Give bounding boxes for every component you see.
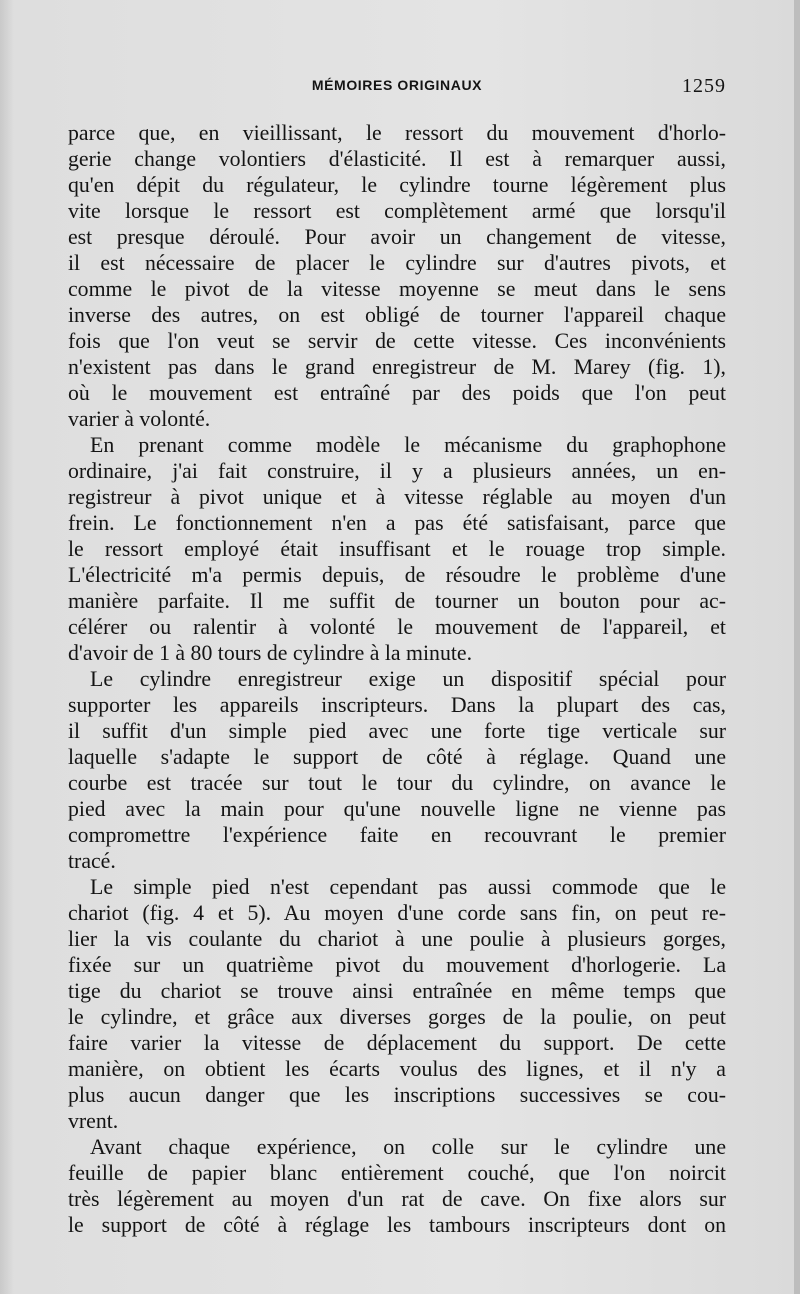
text-line: supporter les appareils inscripteurs. Dans la plupart des cas,	[68, 693, 726, 717]
text-line: est presque déroulé. Pour avoir un changement de vitesse,	[68, 225, 726, 249]
running-title: MÉMOIRES ORIGINAUX	[311, 77, 483, 93]
text-line: En prenant comme modèle le mécanisme du graphophone	[90, 433, 726, 457]
text-line: plus aucun danger que les inscriptions successives se cou-	[68, 1083, 726, 1107]
text-line: le ressort employé était insuffisant et le rouage trop simple.	[68, 537, 726, 561]
text-line: varier à volonté.	[68, 407, 211, 431]
text-line: n'existent pas dans le grand enregistreur de M. Marey (fig. 1),	[68, 355, 726, 379]
text-line: feuille de papier blanc entièrement couché, que l'on noircit	[68, 1161, 726, 1185]
text-line: frein. Le fonctionnement n'en a pas été satisfaisant, parce que	[68, 511, 726, 535]
text-line: tracé.	[68, 849, 116, 873]
text-line: L'électricité m'a permis depuis, de résoudre le problème d'une	[68, 563, 726, 587]
text-line: célérer ou ralentir à volonté le mouvement de l'appareil, et	[68, 615, 726, 639]
text-line: Avant chaque expérience, on colle sur le cylindre une	[90, 1135, 726, 1159]
text-line: parce que, en vieillissant, le ressort du mouvement d'horlo-	[68, 121, 726, 145]
text-line: fixée sur un quatrième pivot du mouvement d'horlogerie. La	[68, 953, 726, 977]
text-line: il suffit d'un simple pied avec une forte tige verticale sur	[68, 719, 726, 743]
text-line: inverse des autres, on est obligé de tourner l'appareil chaque	[68, 303, 726, 327]
text-line: très légèrement au moyen d'un rat de cave. On fixe alors sur	[68, 1187, 726, 1211]
text-line: faire varier la vitesse de déplacement du support. De cette	[68, 1031, 726, 1055]
text-line: le support de côté à réglage les tambours inscripteurs dont on	[68, 1213, 726, 1237]
paragraph	[68, 666, 726, 874]
text-line: vite lorsque le ressort est complètement armé que lorsqu'il	[68, 199, 726, 223]
paragraph	[68, 1134, 726, 1238]
text-line: laquelle s'adapte le support de côté à réglage. Quand une	[68, 745, 726, 769]
text-line: d'avoir de 1 à 80 tours de cylindre à la minute.	[68, 641, 473, 665]
paragraph	[68, 432, 726, 666]
text-line: il est nécessaire de placer le cylindre sur d'autres pivots, et	[68, 251, 726, 275]
text-line: ordinaire, j'ai fait construire, il y a plusieurs années, un en-	[68, 459, 726, 483]
text-line: courbe est tracée sur tout le tour du cylindre, on avance le	[68, 771, 726, 795]
body-text	[68, 120, 726, 1238]
paragraph	[68, 120, 726, 432]
paragraph	[68, 874, 726, 1134]
text-line: lier la vis coulante du chariot à une poulie à plusieurs gorges,	[68, 927, 726, 951]
text-line: tige du chariot se trouve ainsi entraînée en même temps que	[68, 979, 726, 1003]
text-line: manière, on obtient les écarts voulus des lignes, et il n'y a	[68, 1057, 726, 1081]
text-line: manière parfaite. Il me suffit de tourner un bouton pour ac-	[68, 589, 726, 613]
page-number: 1259	[682, 75, 726, 97]
running-head	[68, 77, 726, 103]
text-line: pied avec la main pour qu'une nouvelle ligne ne vienne pas	[68, 797, 726, 821]
text-line: où le mouvement est entraîné par des poids que l'on peut	[68, 381, 726, 405]
text-line: chariot (fig. 4 et 5). Au moyen d'une corde sans fin, on peut re-	[68, 901, 726, 925]
text-line: gerie change volontiers d'élasticité. Il est à remarquer aussi,	[68, 147, 726, 171]
text-line: compromettre l'expérience faite en recouvrant le premier	[68, 823, 726, 847]
page-edge	[794, 0, 800, 1294]
text-line: qu'en dépit du régulateur, le cylindre tourne légèrement plus	[68, 173, 726, 197]
text-line: Le cylindre enregistreur exige un dispositif spécial pour	[90, 667, 726, 691]
text-line: le cylindre, et grâce aux diverses gorges de la poulie, on peut	[68, 1005, 726, 1029]
text-line: registreur à pivot unique et à vitesse réglable au moyen d'un	[68, 485, 726, 509]
text-line: fois que l'on veut se servir de cette vitesse. Ces inconvénients	[68, 329, 726, 353]
text-line: comme le pivot de la vitesse moyenne se meut dans le sens	[68, 277, 726, 301]
text-line: vrent.	[68, 1109, 119, 1133]
text-line: Le simple pied n'est cependant pas aussi commode que le	[90, 875, 726, 899]
